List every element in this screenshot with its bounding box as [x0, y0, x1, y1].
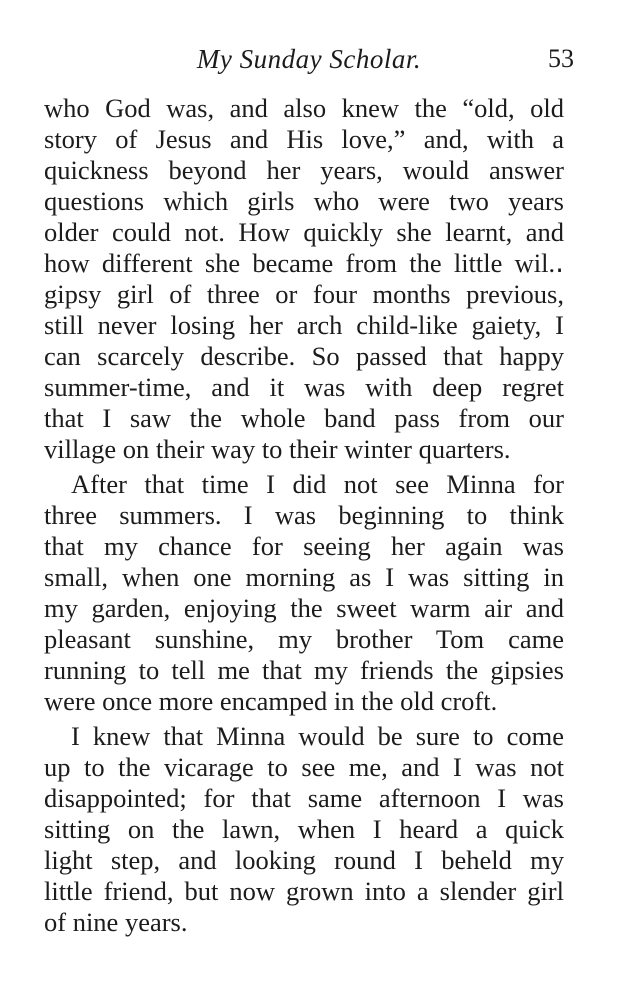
text-line: three summers. I was beginning to think — [44, 500, 564, 530]
running-title: My Sunday Scholar. — [196, 44, 422, 74]
text-line: story of Jesus and His love,” and, with a — [44, 124, 564, 154]
text-line: that my chance for seeing her again was — [44, 531, 564, 561]
text-line: I knew that Minna would be sure to come — [71, 721, 564, 751]
page-number: 53 — [548, 44, 574, 73]
paragraph-1 — [44, 93, 564, 465]
text-line: quickness beyond her years, would answer — [44, 155, 564, 185]
paragraph-2 — [44, 469, 564, 717]
text-line: little friend, but now grown into a slender girl — [44, 876, 564, 906]
text-line: my garden, enjoying the sweet warm air and — [44, 593, 564, 623]
text-line: how different she became from the little wil.․ — [44, 248, 564, 278]
text-line: running to tell me that my friends the gipsies — [44, 655, 564, 685]
text-line: who God was, and also knew the “old, old — [44, 93, 564, 123]
paragraph-3 — [44, 721, 564, 938]
text-line: village on their way to their winter quarters. — [44, 434, 511, 464]
text-line: pleasant sunshine, my brother Tom came — [44, 624, 564, 654]
text-line: small, when one morning as I was sitting in — [44, 562, 564, 592]
text-line: that I saw the whole band pass from our — [44, 403, 564, 433]
text-line: still never losing her arch child-like gaiety, I — [44, 310, 564, 340]
text-line: were once more encamped in the old croft. — [44, 686, 498, 716]
running-head — [44, 44, 574, 80]
text-line: After that time I did not see Minna for — [71, 469, 564, 499]
text-line: sitting on the lawn, when I heard a quick — [44, 814, 564, 844]
text-line: up to the vicarage to see me, and I was not — [44, 752, 564, 782]
text-line: summer-time, and it was with deep regret — [44, 372, 564, 402]
text-line: light step, and looking round I beheld my — [44, 845, 564, 875]
text-line: of nine years. — [44, 907, 188, 937]
text-line: gipsy girl of three or four months previous, — [44, 279, 564, 309]
text-line: older could not. How quickly she learnt, and — [44, 217, 564, 247]
text-line: can scarcely describe. So passed that happy — [44, 341, 564, 371]
text-line: disappointed; for that same afternoon I was — [44, 783, 564, 813]
body-text — [44, 93, 564, 938]
text-line: questions which girls who were two years — [44, 186, 564, 216]
